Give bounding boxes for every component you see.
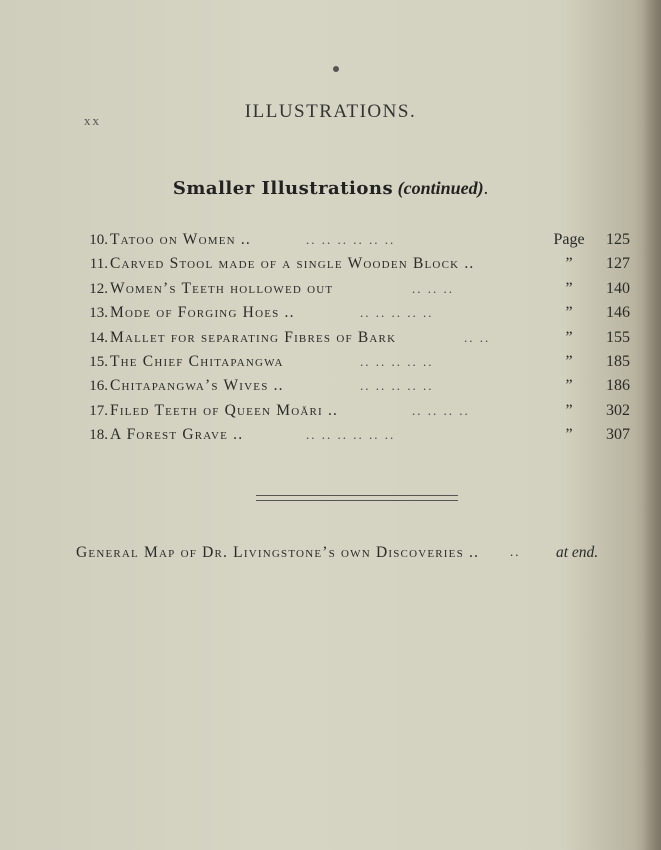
page-label: ” [565,352,573,370]
list-item [80,327,632,351]
page-label: ” [565,255,573,273]
page-label: ” [565,304,573,322]
page-number: 186 [606,377,630,395]
section-subheading [0,178,661,199]
item-number: 15. [89,353,108,370]
item-title: The Chief Chitapangwa [110,352,284,370]
item-title: Filed Teeth of Queen Moări .. [110,401,339,419]
dot-leader: .. .. [464,329,491,345]
page-label: ” [565,328,573,346]
list-item [80,253,632,277]
page-number: 302 [606,401,630,419]
page-number: 185 [606,352,630,370]
list-item [80,351,632,375]
dot-leader: .. .. .. .. .. .. [306,232,396,247]
subheading-continued: (continued) [397,178,484,198]
ink-speck [333,66,339,72]
page-number: 127 [606,255,630,273]
list-item [80,278,632,302]
illustration-list [80,229,632,449]
item-number: 14. [89,329,108,346]
page-number: 307 [606,426,630,444]
dot-leader: .. .. .. .. .. [360,305,434,321]
list-item [80,229,632,253]
page-number: 146 [606,304,630,322]
page-label: ” [565,426,573,444]
subheading-period: . [483,178,489,198]
page-folio: xx [84,113,101,128]
page-label: ” [565,279,573,297]
item-title: Tatoo on Women .. [110,231,252,248]
item-number: 10. [89,232,108,248]
subheading-gothic: Smaller Illustrations [172,178,394,199]
map-location-note: at end. [556,544,599,561]
item-title: Carved Stool made of a single Wooden Block .. [110,255,475,273]
map-entry [76,544,636,562]
item-title: A Forest Grave .. [110,426,244,444]
item-title: Women’s Teeth hollowed out [110,279,334,297]
double-rule-divider [256,495,458,501]
item-number: 11. [89,256,108,273]
list-item [80,400,632,424]
item-title: Chitapangwa’s Wives .. [110,377,284,395]
page-number: 125 [606,231,630,248]
dot-leader: .. [510,544,521,559]
item-number: 17. [89,402,108,419]
page-number: 140 [606,279,630,297]
dot-leader: .. .. .. .. [412,402,470,418]
item-number: 13. [89,305,108,322]
dot-leader: .. .. .. .. .. [360,378,434,394]
list-item [80,424,632,448]
page-label: Page [553,231,585,248]
item-number: 16. [89,378,108,395]
dot-leader: .. .. .. [412,280,454,296]
dot-leader: .. .. .. .. .. .. [306,427,396,443]
item-number: 12. [89,280,108,297]
item-number: 18. [89,427,108,444]
map-title: General Map of Dr. Livingstone’s own Discoveries .. [76,544,480,561]
page-number: 155 [606,328,630,346]
dot-leader: .. .. .. .. .. [360,353,434,369]
list-item [80,302,632,326]
list-item [80,375,632,399]
item-title: Mode of Forging Hoes .. [110,304,295,322]
item-title: Mallet for separating Fibres of Bark [110,328,397,346]
page-shadow-edge [643,0,661,850]
running-head: ILLUSTRATIONS. [244,101,417,122]
page-label: ” [565,401,573,419]
page-label: ” [565,377,573,395]
